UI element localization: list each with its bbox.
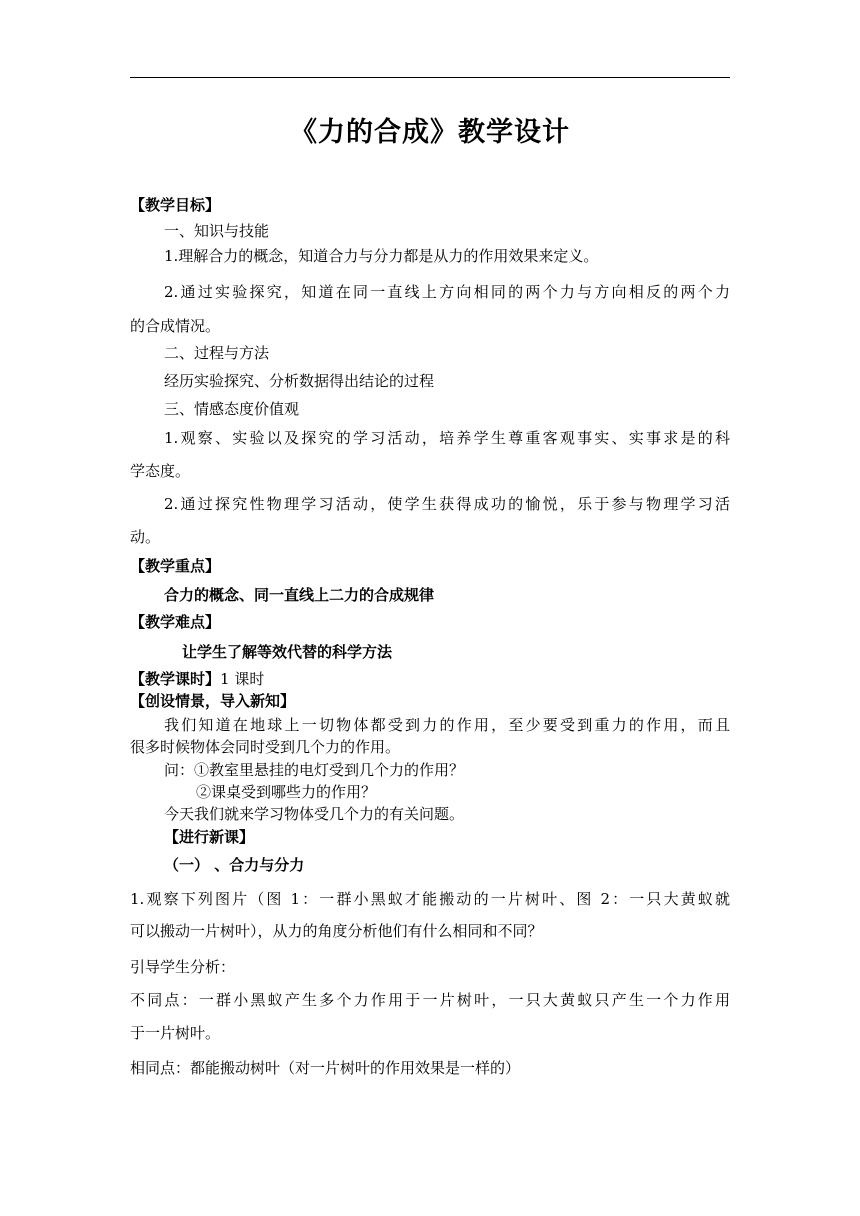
intro-question-1: 问：①教室里悬挂的电灯受到几个力的作用？	[164, 761, 465, 779]
emotion-item-1-line2: 学态度。	[130, 462, 191, 480]
key-points-text: 合力的概念、同一直线上二力的合成规律	[164, 586, 435, 604]
intro-question-2: ②课桌受到哪些力的作用？	[196, 783, 377, 801]
periods-line	[130, 669, 730, 689]
emotion-item-1-line1: 1.观察、实验以及探究的学习活动，培养学生尊重客观事实、实事求是的科	[164, 429, 730, 447]
intro-paragraph-1-line1: 我们知道在地球上一切物体都受到力的作用，至少要受到重力的作用，而且	[164, 716, 730, 734]
difference-line1: 不同点：一群小黑蚁产生多个力作用于一片树叶，一只大黄蚁只产生一个力作用	[130, 991, 730, 1009]
periods-heading: 【教学课时】	[130, 670, 221, 688]
page-title: 《力的合成》教学设计	[290, 117, 570, 148]
header-rule	[130, 77, 730, 78]
intro-paragraph-1-line2: 很多时候物体会同时受到几个力的作用。	[130, 738, 401, 756]
intro-heading: 【创设情景，导入新知】	[130, 692, 296, 710]
guide-text: 引导学生分析：	[130, 958, 236, 976]
emotion-item-2-line2: 动。	[130, 528, 161, 546]
difference-line2: 于一片树叶。	[130, 1024, 221, 1042]
difficulties-heading: 【教学难点】	[130, 613, 221, 631]
knowledge-item-2-line1: 2.通过实验探究，知道在同一直线上方向相同的两个力与方向相反的两个力	[164, 283, 730, 301]
objectives-heading: 【教学目标】	[130, 196, 221, 214]
knowledge-item-1: 1.理解合力的概念，知道合力与分力都是从力的作用效果来定义。	[164, 247, 599, 265]
process-item-1: 经历实验探究、分析数据得出结论的过程	[164, 372, 435, 390]
knowledge-heading: 一、知识与技能	[164, 222, 270, 240]
observation-line1: 1.观察下列图片（图 1：一群小黑蚁才能搬动的一片树叶、图 2：一只大黄蚁就	[130, 890, 730, 908]
knowledge-item-2-line2: 的合成情况。	[130, 317, 221, 335]
difficulties-text: 让学生了解等效代替的科学方法	[182, 643, 393, 661]
intro-paragraph-2: 今天我们就来学习物体受几个力的有关问题。	[164, 805, 465, 823]
new-lesson-heading: 【进行新课】	[164, 828, 255, 846]
emotion-item-2-line1: 2.通过探究性物理学习活动，使学生获得成功的愉悦，乐于参与物理学习活	[164, 495, 730, 513]
periods-text: 1 课时	[220, 670, 265, 688]
key-points-heading: 【教学重点】	[130, 557, 221, 575]
similarity-text: 相同点：都能搬动树叶（对一片树叶的作用效果是一样的）	[130, 1059, 521, 1077]
observation-line2: 可以搬动一片树叶），从力的角度分析他们有什么相同和不同？	[130, 922, 543, 940]
process-heading: 二、过程与方法	[164, 344, 270, 362]
section-1-title: （一） 、合力与分力	[164, 856, 305, 874]
emotion-heading: 三、情感态度价值观	[164, 400, 300, 418]
